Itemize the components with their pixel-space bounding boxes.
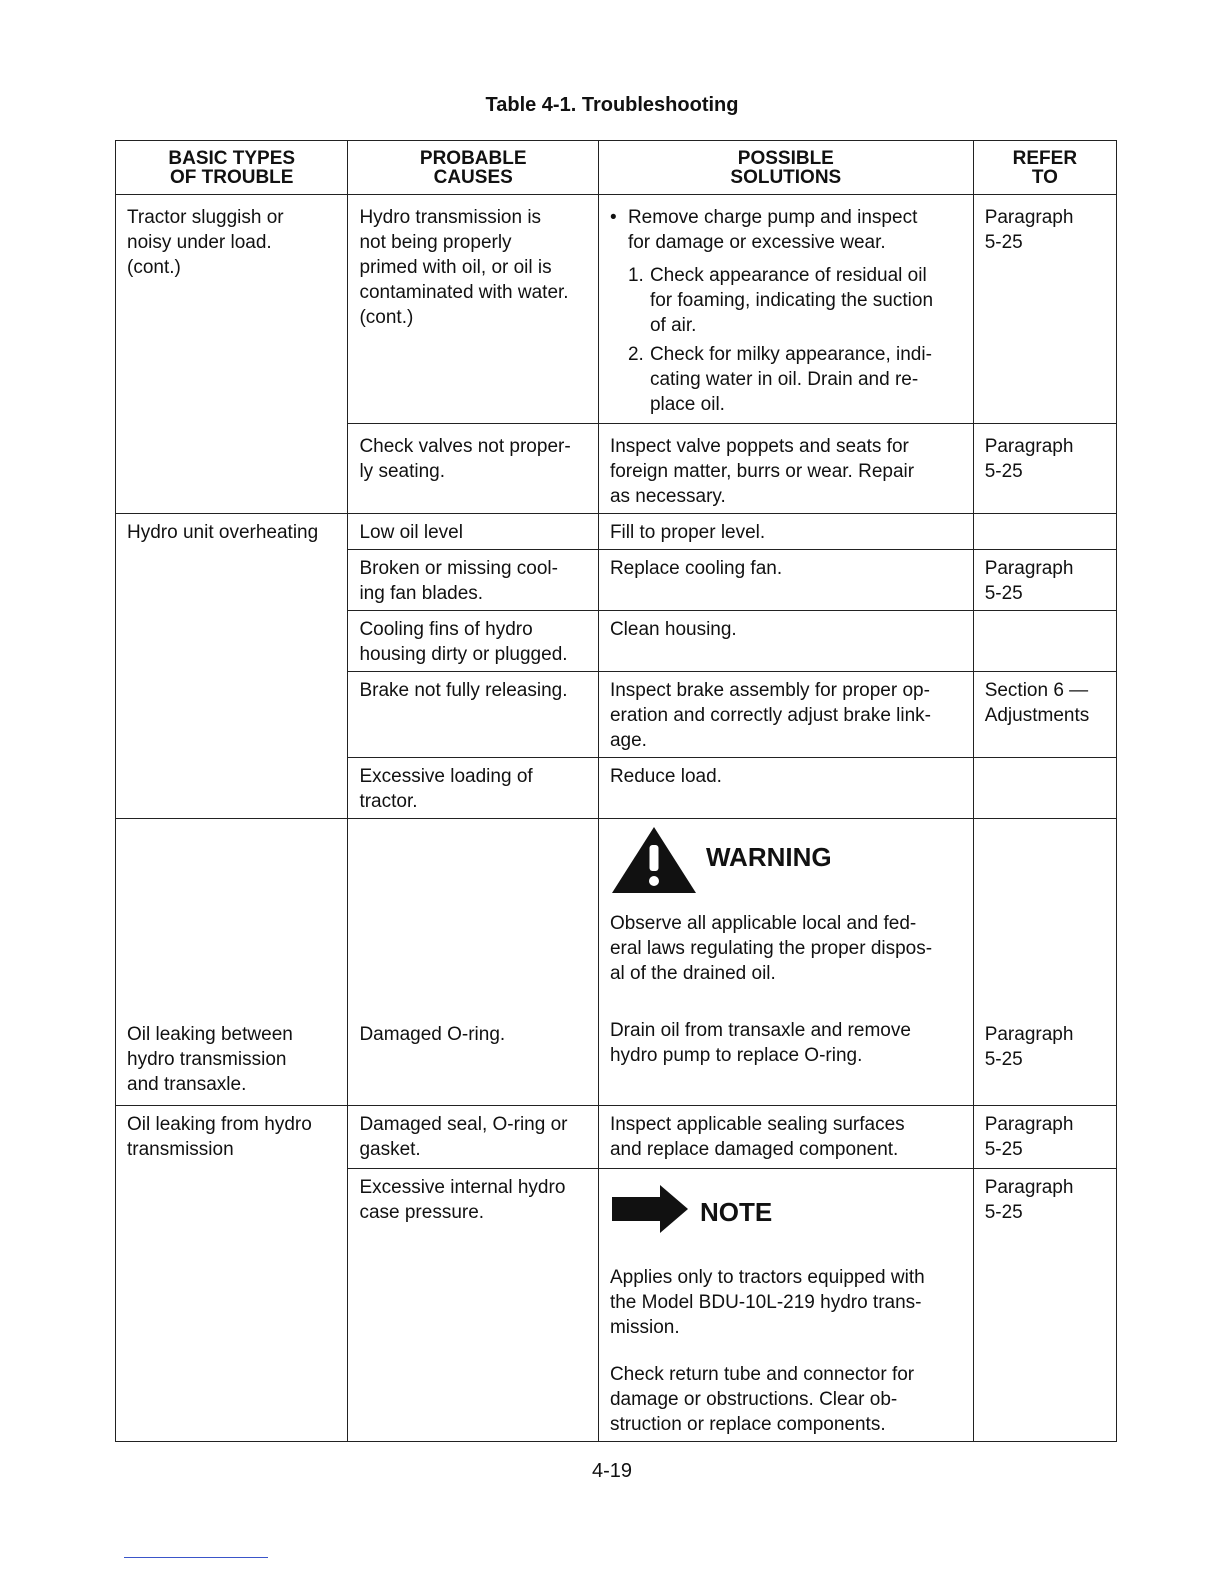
solution-cell [598,1106,973,1169]
text-line: struction or replace components. [609,1414,886,1435]
text-line: 5-25 [984,232,1023,253]
text-line: place oil. [649,394,725,415]
refer-cell [973,611,1116,672]
refer-cell [973,1169,1116,1442]
text-line: Tractor sluggish or [127,207,284,228]
solution-cell [598,672,973,758]
text-line: Cooling fins of hydro [359,619,533,640]
cause-cell [348,611,599,672]
text-line: Damaged O-ring. [359,1024,506,1045]
note-text [610,1265,963,1340]
header-row [116,141,1117,195]
text-line: 5-25 [984,1202,1023,1223]
table-row [116,514,1117,550]
text-line: Paragraph [984,1024,1074,1045]
text-line: Paragraph [984,558,1074,579]
text-line: Inspect valve poppets and seats for [609,436,909,457]
text-line: hydro transmission [127,1049,287,1070]
solution-cell [598,424,973,514]
solution-cell [598,514,973,550]
text-line: (cont.) [127,257,181,278]
header-line: CAUSES [433,167,513,188]
text-line: eral laws regulating the proper dispos- [609,938,933,959]
text-line: Low oil level [359,522,463,543]
text-line: hydro pump to replace O-ring. [609,1045,863,1066]
cause-cell [348,424,599,514]
table-row [116,1106,1117,1169]
solution-cell [598,611,973,672]
text-line: noisy under load. [127,232,272,253]
cause-cell [348,819,599,1106]
text-line: Adjustments [984,705,1090,726]
header-line: PROBABLE [419,148,527,169]
text-line: Check valves not proper- [359,436,571,457]
text-line: not being properly [359,232,512,253]
text-line: foreign matter, burrs or wear. Repair [609,461,915,482]
numbered-step [610,263,963,338]
cause-cell [348,1169,599,1442]
table-title: Table 4-1. Troubleshooting [485,94,739,116]
text-line: Reduce load. [609,766,722,787]
text-line: Hydro transmission is [359,207,542,228]
header-line: TO [1031,167,1058,188]
cause-cell [348,758,599,819]
step-number: 2. [627,344,644,365]
text-line: cating water in oil. Drain and re- [649,369,919,390]
cause-cell [348,672,599,758]
header-line: SOLUTIONS [730,167,842,188]
text-line: transmission [127,1139,234,1160]
header-line: REFER [1012,148,1078,169]
refer-cell [973,758,1116,819]
text-line: Broken or missing cool- [359,558,558,579]
cause-cell [348,550,599,611]
trouble-cell [116,514,348,819]
text-line: Inspect applicable sealing surfaces [609,1114,905,1135]
warning-label: WARNING [705,841,832,872]
header-basic-types [116,141,348,195]
text-line: and transaxle. [127,1074,247,1095]
bullet-item [610,205,963,255]
text-line: Hydro unit overheating [127,522,319,543]
text-line: the Model BDU-10L-219 hydro trans- [609,1292,922,1313]
text-line: Applies only to tractors equipped with [609,1267,925,1288]
page-number: 4-19 [591,1460,633,1482]
text-line: for foaming, indicating the suction [649,290,934,311]
text-line: Inspect brake assembly for proper op- [609,680,930,701]
trouble-cell [116,195,348,514]
note-header [610,1177,963,1247]
text-line: Clean housing. [609,619,737,640]
step-number: 1. [627,265,644,286]
text-line: Damaged seal, O-ring or [359,1114,568,1135]
warning-triangle-icon [610,823,698,902]
text-line: 5-25 [984,583,1023,604]
text-line: tractor. [359,791,418,812]
text-line: housing dirty or plugged. [359,644,568,665]
text-line: as necessary. [609,486,726,507]
text-line: ly seating. [359,461,445,482]
text-line: Excessive internal hydro [359,1177,566,1198]
text-line: of air. [649,315,697,336]
solution-cell [598,195,973,424]
numbered-step [610,342,963,417]
warning-header [610,827,963,897]
solution-cell [598,1169,973,1442]
solution-cell [598,550,973,611]
footer-divider [124,1557,268,1558]
text-line: mission. [609,1317,680,1338]
text-line: 5-25 [984,461,1023,482]
trouble-cell [116,819,348,1106]
text-line: Paragraph [984,207,1074,228]
text-line: primed with oil, or oil is [359,257,552,278]
refer-cell [973,819,1116,1106]
text-line: and replace damaged component. [609,1139,899,1160]
text-line: damage or obstructions. Clear ob- [609,1389,898,1410]
text-line: 5-25 [984,1049,1023,1070]
text-line: Oil leaking between [127,1024,293,1045]
text-line: for damage or excessive wear. [627,232,886,253]
text-line: Brake not fully releasing. [359,680,568,701]
arrow-right-icon [610,1183,690,1242]
refer-cell [973,424,1116,514]
solution-text [610,1018,963,1068]
text-line: Observe all applicable local and fed- [609,913,917,934]
text-line: 5-25 [984,1139,1023,1160]
bullet-icon: • [609,207,617,228]
text-line: contaminated with water. [359,282,569,303]
warning-text [610,911,963,986]
text-line: Paragraph [984,436,1074,457]
refer-cell [973,550,1116,611]
cause-cell [348,1106,599,1169]
header-line: BASIC TYPES [168,148,296,169]
text-line: Section 6 — [984,680,1089,701]
text-line: Oil leaking from hydro [127,1114,312,1135]
refer-cell [973,195,1116,424]
header-probable-causes [348,141,599,195]
text-line: Fill to proper level. [609,522,766,543]
text-line: Excessive loading of [359,766,533,787]
troubleshooting-table [115,140,1117,1442]
header-line: OF TROUBLE [169,167,294,188]
trouble-cell [116,1106,348,1442]
cause-cell [348,514,599,550]
header-possible-solutions [598,141,973,195]
text-line: (cont.) [359,307,414,328]
header-refer-to [973,141,1116,195]
text-line: case pressure. [359,1202,485,1223]
cause-cell [348,195,599,424]
text-line: Replace cooling fan. [609,558,783,579]
header-line: POSSIBLE [737,148,834,169]
text-line: Check for milky appearance, indi- [649,344,932,365]
solution-text [610,1362,963,1437]
text-line: age. [609,730,647,751]
solution-cell [598,819,973,1106]
text-line: gasket. [359,1139,421,1160]
text-line: ing fan blades. [359,583,484,604]
refer-cell [973,514,1116,550]
refer-cell [973,1106,1116,1169]
text-line: Drain oil from transaxle and remove [609,1020,911,1041]
table-row [116,195,1117,424]
table-row [116,819,1117,1106]
text-line: Remove charge pump and inspect [627,207,918,228]
text-line: al of the drained oil. [609,963,776,984]
refer-cell [973,672,1116,758]
solution-cell [598,758,973,819]
text-line: Check return tube and connector for [609,1364,915,1385]
text-line: Paragraph [984,1114,1074,1135]
text-line: Paragraph [984,1177,1074,1198]
text-line: Check appearance of residual oil [649,265,927,286]
note-label: NOTE [699,1196,773,1227]
text-line: eration and correctly adjust brake link- [609,705,931,726]
